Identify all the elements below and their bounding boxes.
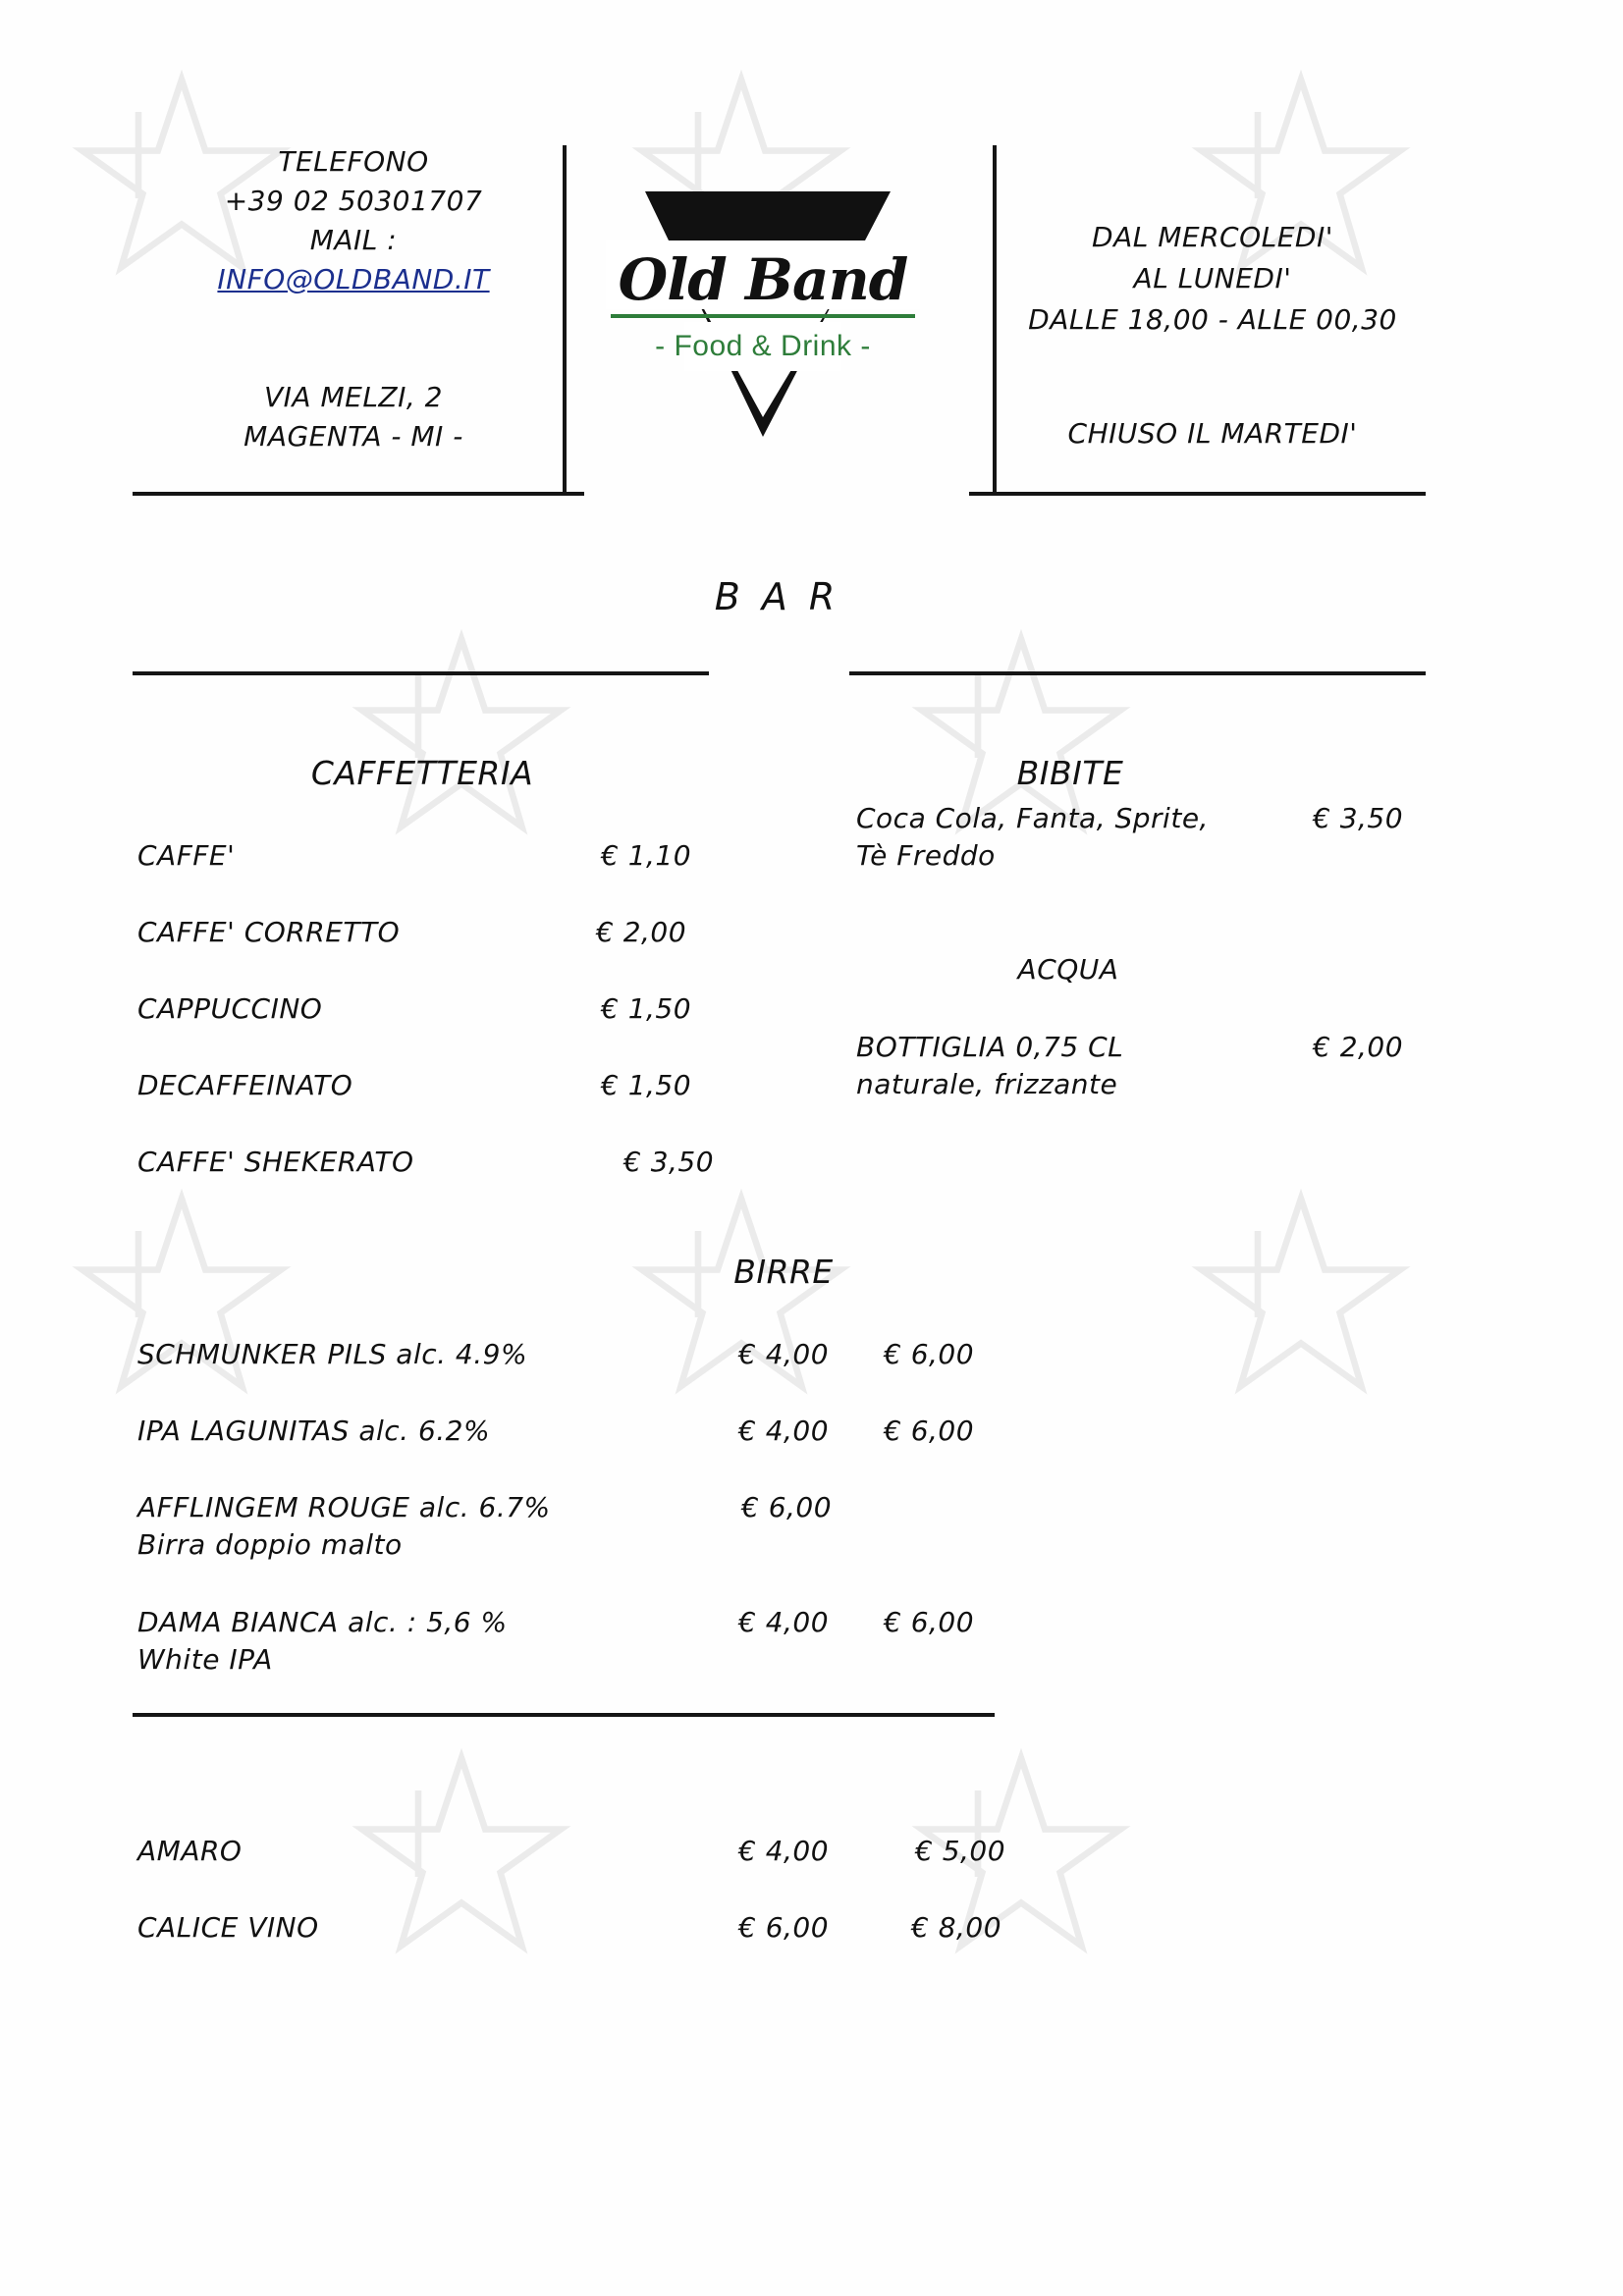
item-price: € 3,50 xyxy=(623,1146,715,1178)
address-line-1: VIA MELZI, 2 xyxy=(264,381,443,413)
item-price-small: € 4,00 xyxy=(738,1415,830,1447)
item-price: € 1,50 xyxy=(601,1069,692,1101)
item-name: CAFFE' xyxy=(137,839,236,872)
phone-number[interactable]: +39 02 50301707 xyxy=(224,185,483,217)
item-price: € 1,50 xyxy=(601,992,692,1025)
item-name: IPA LAGUNITAS alc. 6.2% xyxy=(137,1415,491,1447)
item-price-large: € 6,00 xyxy=(884,1606,975,1638)
item-name: DECAFFEINATO xyxy=(137,1069,353,1101)
item-detail: White IPA xyxy=(137,1643,273,1676)
acqua-title: ACQUA xyxy=(1017,953,1119,986)
item-price-small: € 4,00 xyxy=(738,1835,830,1867)
caffetteria-title: CAFFETTERIA xyxy=(310,754,534,792)
header-left-underline xyxy=(133,492,584,496)
header-left-divider xyxy=(563,145,567,496)
hours-line-3: DALLE 18,00 - ALLE 00,30 xyxy=(1028,303,1397,336)
hours-line-1: DAL MERCOLEDI' xyxy=(1092,221,1333,253)
item-name: BOTTIGLIA 0,75 CL xyxy=(856,1031,1124,1063)
hours-line-2: AL LUNEDI' xyxy=(1133,262,1292,294)
email-link[interactable]: INFO@OLDBAND.IT xyxy=(217,263,490,295)
item-price: € 2,00 xyxy=(1313,1031,1404,1063)
item-name: CAPPUCCINO xyxy=(137,992,323,1025)
item-price: € 1,10 xyxy=(601,839,692,872)
closed-day: CHIUSO IL MARTEDI' xyxy=(1067,417,1358,450)
item-name: AFFLINGEM ROUGE alc. 6.7% xyxy=(137,1491,551,1523)
item-detail: Tè Freddo xyxy=(856,839,996,872)
fork-star-watermark-icon xyxy=(1188,1188,1414,1404)
item-price-small: € 4,00 xyxy=(738,1606,830,1638)
bar-left-rule xyxy=(133,671,709,675)
birre-bottom-rule xyxy=(133,1713,995,1717)
mail-label: MAIL : xyxy=(309,224,398,256)
address-line-2: MAGENTA - MI - xyxy=(243,420,463,453)
item-price-large: € 6,00 xyxy=(884,1338,975,1370)
item-name: AMARO xyxy=(137,1835,243,1867)
item-price-large: € 8,00 xyxy=(911,1911,1002,1944)
item-price: € 3,50 xyxy=(1313,802,1404,834)
logo-tagline: - Food & Drink - xyxy=(655,330,871,362)
item-price-large: € 5,00 xyxy=(915,1835,1006,1867)
pizza-slice-logo-icon xyxy=(606,187,920,452)
fork-star-watermark-icon xyxy=(349,1747,574,1963)
item-price-small: € 6,00 xyxy=(741,1491,833,1523)
item-name: DAMA BIANCA alc. : 5,6 % xyxy=(137,1606,508,1638)
fork-star-watermark-icon xyxy=(349,628,574,844)
old-band-logo xyxy=(606,187,920,452)
item-name: CAFFE' SHEKERATO xyxy=(137,1146,414,1178)
bar-right-rule xyxy=(849,671,1426,675)
item-name: Coca Cola, Fanta, Sprite, xyxy=(856,802,1209,834)
phone-label: TELEFONO xyxy=(278,145,429,178)
item-price-small: € 4,00 xyxy=(738,1338,830,1370)
item-detail: naturale, frizzante xyxy=(856,1068,1118,1100)
item-name: SCHMUNKER PILS alc. 4.9% xyxy=(137,1338,528,1370)
birre-title: BIRRE xyxy=(733,1253,834,1291)
item-name: CAFFE' CORRETTO xyxy=(137,916,401,948)
header-right-divider xyxy=(993,145,997,496)
item-price-small: € 6,00 xyxy=(738,1911,830,1944)
item-price: € 2,00 xyxy=(596,916,687,948)
item-detail: Birra doppio malto xyxy=(137,1528,403,1561)
logo-name: Old Band xyxy=(618,246,908,313)
menu-title: BAR xyxy=(714,575,857,618)
header-right-underline xyxy=(969,492,1426,496)
bibite-title: BIBITE xyxy=(1016,754,1124,792)
item-name: CALICE VINO xyxy=(137,1911,319,1944)
item-price-large: € 6,00 xyxy=(884,1415,975,1447)
